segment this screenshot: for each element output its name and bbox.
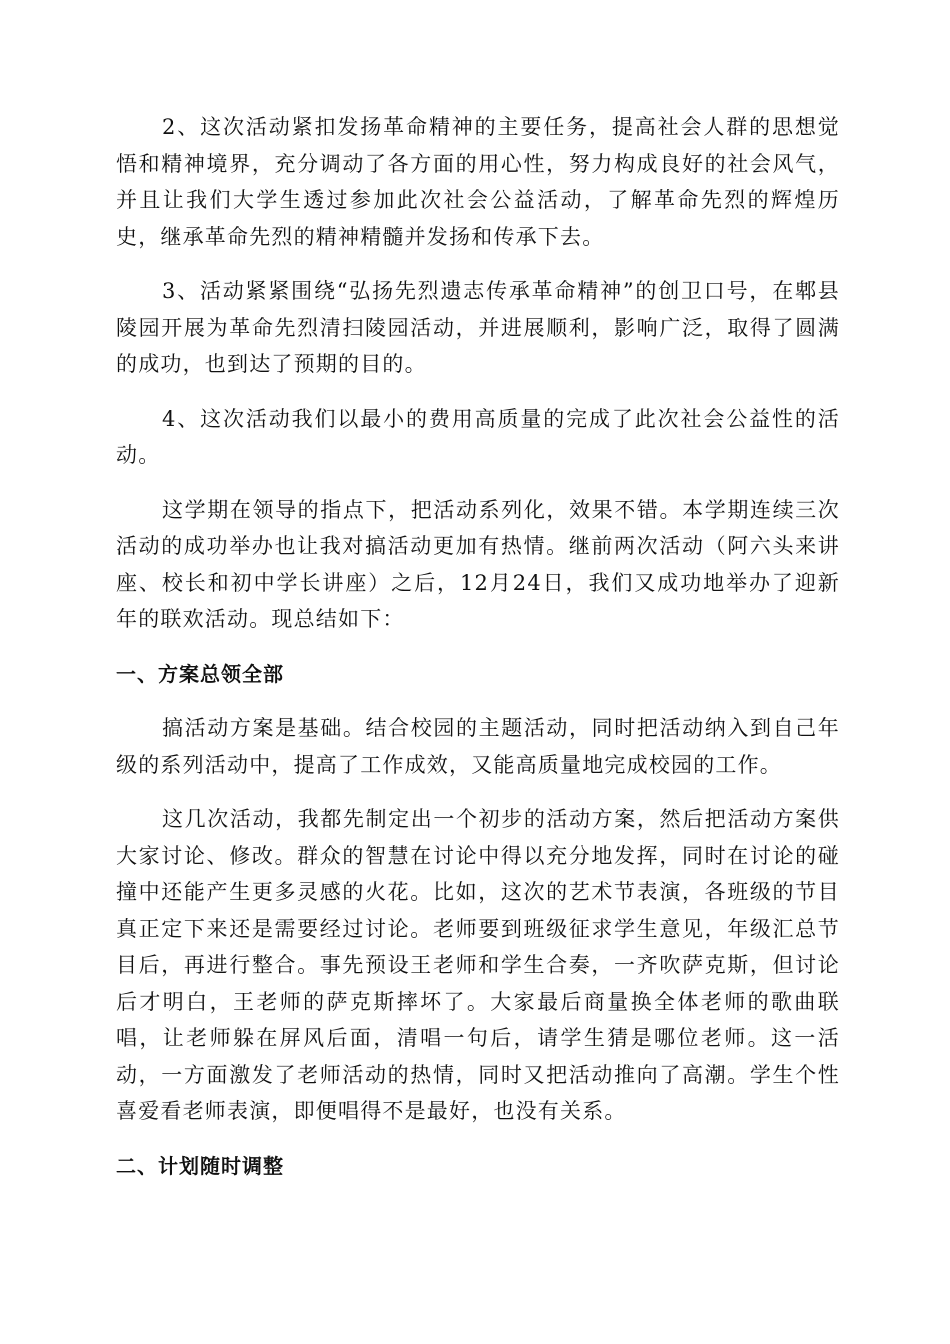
paragraph-semester-summary: 这学期在领导的指点下，把活动系列化，效果不错。本学期连续三次活动的成功举办也让我对搞活动更加有热情。继前两次活动（阿六头来讲座、校长和初中学长讲座）之后，12月24日，我们又成功地举办了迎新年的联欢活动。现总结如下： [116, 497, 840, 631]
paragraph-4: 4、这次活动我们以最小的费用高质量的完成了此次社会公益性的活动。 [116, 406, 840, 467]
paragraph-plan-basis: 搞活动方案是基础。结合校园的主题活动，同时把活动纳入到自己年级的系列活动中，提高了工作成效，又能高质量地完成校园的工作。 [116, 716, 840, 777]
paragraph-2: 2、这次活动紧扣发扬革命精神的主要任务，提高社会人群的思想觉悟和精神境界，充分调动了各方面的用心性，努力构成良好的社会风气，并且让我们大学生透过参加此次社会公益活动，了解革命先烈的辉煌历史，继承革命先烈的精神精髓并发扬和传承下去。 [116, 115, 840, 249]
section-heading-1: 一、方案总领全部 [116, 661, 284, 686]
paragraph-3: 3、活动紧紧围绕“弘扬先烈遗志传承革命精神”的创卫口号，在郫县陵园开展为革命先烈清扫陵园活动，并进展顺利，影响广泛，取得了圆满的成功，也到达了预期的目的。 [116, 279, 840, 376]
section-heading-2: 二、计划随时调整 [116, 1153, 284, 1178]
paragraph-plan-discussion: 这几次活动，我都先制定出一个初步的活动方案，然后把活动方案供大家讨论、修改。群众的智慧在讨论中得以充分地发挥，同时在讨论的碰撞中还能产生更多灵感的火花。比如，这次的艺术节表演，各班级的节目真正定下来还是需要经过讨论。老师要到班级征求学生意见，年级汇总节目后，再进行整合。事先预设王老师和学生合奏，一齐吹萨克斯，但讨论后才明白，王老师的萨克斯摔坏了。大家最后商量换全体老师的歌曲联唱，让老师躲在屏风后面，清唱一句后，请学生猜是哪位老师。这一活动，一方面激发了老师活动的热情，同时又把活动推向了高潮。学生个性喜爱看老师表演，即便唱得不是最好，也没有关系。 [116, 807, 840, 1123]
